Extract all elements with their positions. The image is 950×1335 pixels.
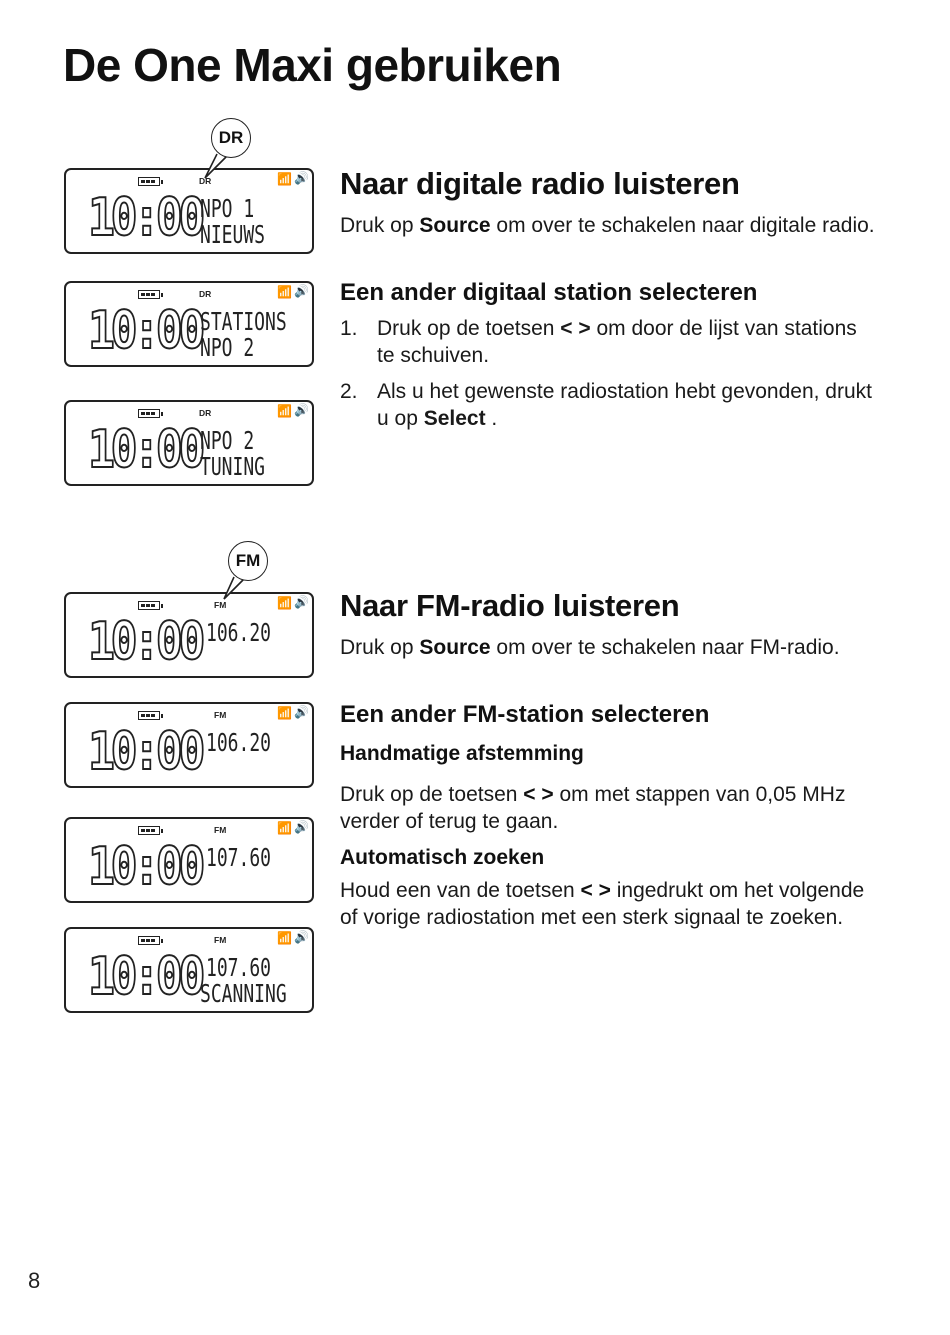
battery-icon — [138, 601, 160, 610]
lcd-line-1: NPO 1 — [200, 194, 255, 223]
mode-indicator: DR — [199, 289, 212, 299]
lcd-line-1: 106.20 — [206, 618, 272, 647]
lcd-clock: 10:00 — [88, 301, 202, 361]
subheading-fm-select: Een ander FM-station selecteren — [340, 701, 710, 728]
speaker-icon: 🔊 — [294, 171, 309, 185]
speaker-icon: 🔊 — [294, 820, 309, 834]
dab-intro: Druk op Source om over te schakelen naar digitale radio. — [340, 214, 875, 237]
signal-icon: 📶 — [277, 596, 292, 610]
lcd-display — [64, 168, 314, 254]
arrow-keys: < > — [560, 317, 591, 340]
lcd-clock: 10:00 — [88, 947, 202, 1007]
mode-indicator: DR — [199, 408, 212, 418]
lcd-line-1: NPO 2 — [200, 426, 255, 455]
lcd-display — [64, 927, 314, 1013]
lcd-display — [64, 817, 314, 903]
lcd-display — [64, 281, 314, 367]
lcd-clock: 10:00 — [88, 837, 202, 897]
manual-tuning-text: Druk op de toetsen < > om met stappen van 0,05 MHz verder of terug te gaan. — [340, 783, 846, 833]
lcd-line-1: STATIONS — [200, 307, 287, 336]
arrow-keys: < > — [580, 879, 611, 902]
signal-icon: 📶 — [277, 931, 292, 945]
battery-icon — [138, 409, 160, 418]
speaker-icon: 🔊 — [294, 403, 309, 417]
lcd-display — [64, 702, 314, 788]
source-key: Source — [419, 214, 491, 237]
mode-indicator: FM — [214, 825, 227, 835]
select-key: Select — [423, 407, 486, 430]
auto-search-text: Houd een van de toetsen < > ingedrukt om het volgende of vorige radiostation met een sterk signaal te zoeken. — [340, 879, 865, 929]
battery-icon — [138, 826, 160, 835]
mode-indicator: FM — [214, 935, 227, 945]
speaker-icon: 🔊 — [294, 284, 309, 298]
fm-intro: Druk op Source om over te schakelen naar FM-radio. — [340, 636, 840, 659]
mode-indicator: FM — [214, 710, 227, 720]
lcd-line-2: NPO 2 — [200, 333, 255, 362]
signal-icon: 📶 — [277, 821, 292, 835]
speaker-icon: 🔊 — [294, 705, 309, 719]
source-key: Source — [419, 636, 491, 659]
lcd-clock: 10:00 — [88, 420, 202, 480]
lcd-line-2: NIEUWS — [200, 220, 266, 249]
lcd-display — [64, 592, 314, 678]
speaker-icon: 🔊 — [294, 595, 309, 609]
section-heading-dab: Naar digitale radio luisteren — [340, 166, 740, 201]
dr-mode-badge: DR — [211, 118, 251, 158]
fm-mode-badge: FM — [228, 541, 268, 581]
lcd-line-2: SCANNING — [200, 979, 287, 1008]
page-number: 8 — [28, 1268, 41, 1293]
signal-icon: 📶 — [277, 706, 292, 720]
auto-search-title: Automatisch zoeken — [340, 846, 545, 869]
manual-tuning-title: Handmatige afstemming — [340, 742, 584, 765]
signal-icon: 📶 — [277, 172, 292, 186]
battery-icon — [138, 936, 160, 945]
lcd-line-2: TUNING — [200, 452, 266, 481]
battery-icon — [138, 711, 160, 720]
battery-icon — [138, 177, 160, 186]
lcd-line-1: 107.60 — [206, 843, 272, 872]
arrow-keys: < > — [523, 783, 554, 806]
lcd-clock: 10:00 — [88, 612, 202, 672]
section-heading-fm: Naar FM-radio luisteren — [340, 588, 680, 623]
lcd-line-1: 107.60 — [206, 953, 272, 982]
mode-indicator: FM — [214, 600, 227, 610]
battery-icon — [138, 290, 160, 299]
subheading-dab-select: Een ander digitaal station selecteren — [340, 279, 758, 306]
lcd-clock: 10:00 — [88, 722, 202, 782]
mode-indicator: DR — [199, 176, 212, 186]
lcd-clock: 10:00 — [88, 188, 202, 248]
lcd-line-1: 106.20 — [206, 728, 272, 757]
signal-icon: 📶 — [277, 285, 292, 299]
speaker-icon: 🔊 — [294, 930, 309, 944]
lcd-display — [64, 400, 314, 486]
signal-icon: 📶 — [277, 404, 292, 418]
page-title: De One Maxi gebruiken — [63, 39, 562, 91]
